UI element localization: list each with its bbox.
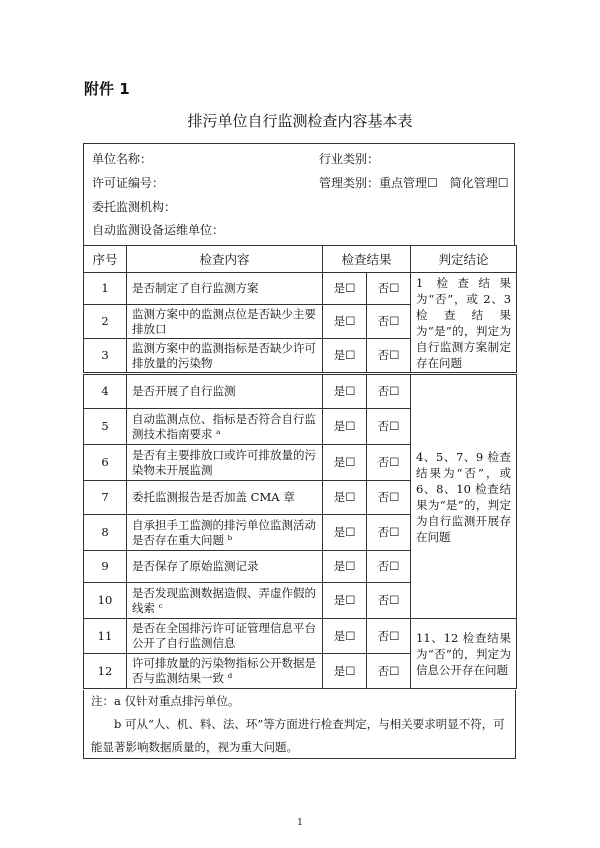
header-no: 序号 — [84, 246, 127, 273]
row-number: 8 — [84, 515, 127, 551]
conclusion-cell: 4、5、7、9 检查结果为“否”，或 6、8、10 检查结果为“是”的，判定为自行监测开展存在问题 — [411, 374, 517, 619]
yes-checkbox[interactable]: 是☐ — [323, 654, 367, 689]
annex-label: 附件 1 — [84, 80, 130, 98]
row-content: 是否有主要排放口或许可排放量的污染物未开展监测 — [127, 445, 323, 481]
no-checkbox[interactable]: 否☐ — [367, 409, 411, 445]
no-checkbox[interactable]: 否☐ — [367, 273, 411, 305]
yes-checkbox[interactable]: 是☐ — [323, 273, 367, 305]
table-row — [84, 273, 517, 305]
row-number: 5 — [84, 409, 127, 445]
table-row — [84, 374, 517, 409]
page-title: 排污单位自行监测检查内容基本表 — [187, 112, 413, 130]
row-number: 1 — [84, 273, 127, 305]
yes-checkbox[interactable]: 是☐ — [323, 409, 367, 445]
row-number: 11 — [84, 619, 127, 654]
yes-checkbox[interactable]: 是☐ — [323, 445, 367, 481]
no-checkbox[interactable]: 否☐ — [367, 619, 411, 654]
row-number: 6 — [84, 445, 127, 481]
row-content: 是否在全国排污许可证管理信息平台公开了自行监测信息 — [127, 619, 323, 654]
unit-name-label: 单位名称： — [92, 152, 153, 166]
row-content: 监测方案中的监测指标是否缺少许可排放量的污染物 — [127, 339, 323, 374]
info-section — [83, 143, 515, 246]
header-result: 检查结果 — [323, 246, 411, 273]
note-b: b 可从“人、机、料、法、环”等方面进行检查判定，与相关要求明显不符，可能显著影响数据质量的，视为重大问题。 — [91, 717, 505, 754]
row-content: 委托监测报告是否加盖 CMA 章 — [127, 481, 323, 515]
row-content: 是否开展了自行监测 — [127, 374, 323, 409]
industry-label: 行业类别： — [319, 152, 380, 166]
no-checkbox[interactable]: 否☐ — [367, 305, 411, 339]
no-checkbox[interactable]: 否☐ — [367, 374, 411, 409]
no-checkbox[interactable]: 否☐ — [367, 551, 411, 583]
table-row — [84, 619, 517, 654]
header-conclusion: 判定结论 — [411, 246, 517, 273]
row-content: 许可排放量的污染物指标公开数据是否与监测结果一致 ᵈ — [127, 654, 323, 689]
yes-checkbox[interactable]: 是☐ — [323, 551, 367, 583]
no-checkbox[interactable]: 否☐ — [367, 583, 411, 619]
row-number: 7 — [84, 481, 127, 515]
yes-checkbox[interactable]: 是☐ — [323, 481, 367, 515]
no-checkbox[interactable]: 否☐ — [367, 481, 411, 515]
row-number: 12 — [84, 654, 127, 689]
notes — [83, 690, 516, 759]
yes-checkbox[interactable]: 是☐ — [323, 374, 367, 409]
row-content: 自承担手工监测的排污单位监测活动是否存在重大问题 ᵇ — [127, 515, 323, 551]
row-number: 4 — [84, 374, 127, 409]
row-content: 自动监测点位、指标是否符合自行监测技术指南要求 ᵃ — [127, 409, 323, 445]
yes-checkbox[interactable]: 是☐ — [323, 583, 367, 619]
row-content: 是否保存了原始监测记录 — [127, 551, 323, 583]
row-content: 是否发现监测数据造假、弄虚作假的线索 ᶜ — [127, 583, 323, 619]
yes-checkbox[interactable]: 是☐ — [323, 305, 367, 339]
header-content: 检查内容 — [127, 246, 323, 273]
yes-checkbox[interactable]: 是☐ — [323, 339, 367, 374]
row-content: 监测方案中的监测点位是否缺少主要排放口 — [127, 305, 323, 339]
no-checkbox[interactable]: 否☐ — [367, 445, 411, 481]
table-header — [84, 246, 517, 273]
no-checkbox[interactable]: 否☐ — [367, 654, 411, 689]
row-content: 是否制定了自行监测方案 — [127, 273, 323, 305]
yes-checkbox[interactable]: 是☐ — [323, 515, 367, 551]
row-number: 2 — [84, 305, 127, 339]
row-number: 3 — [84, 339, 127, 374]
row-number: 9 — [84, 551, 127, 583]
permit-no-label: 许可证编号： — [92, 176, 165, 190]
conclusion-cell: 1 检查结果为“否”，或 2、3 检查结果为“是”的，判定为自行监测方案制定存在问题 — [411, 273, 517, 374]
no-checkbox[interactable]: 否☐ — [367, 515, 411, 551]
no-checkbox[interactable]: 否☐ — [367, 339, 411, 374]
management-type[interactable]: 管理类别：重点管理☐ 简化管理☐ — [319, 176, 509, 190]
note-a: 注：a 仅针对重点排污单位。 — [91, 694, 240, 708]
page-number: 1 — [297, 818, 303, 828]
agency-label: 委托监测机构： — [92, 200, 177, 214]
inspection-table — [83, 245, 517, 689]
operator-label: 自动监测设备运维单位： — [92, 223, 225, 237]
conclusion-cell: 11、12 检查结果为“否”的，判定为信息公开存在问题 — [411, 619, 517, 689]
yes-checkbox[interactable]: 是☐ — [323, 619, 367, 654]
row-number: 10 — [84, 583, 127, 619]
